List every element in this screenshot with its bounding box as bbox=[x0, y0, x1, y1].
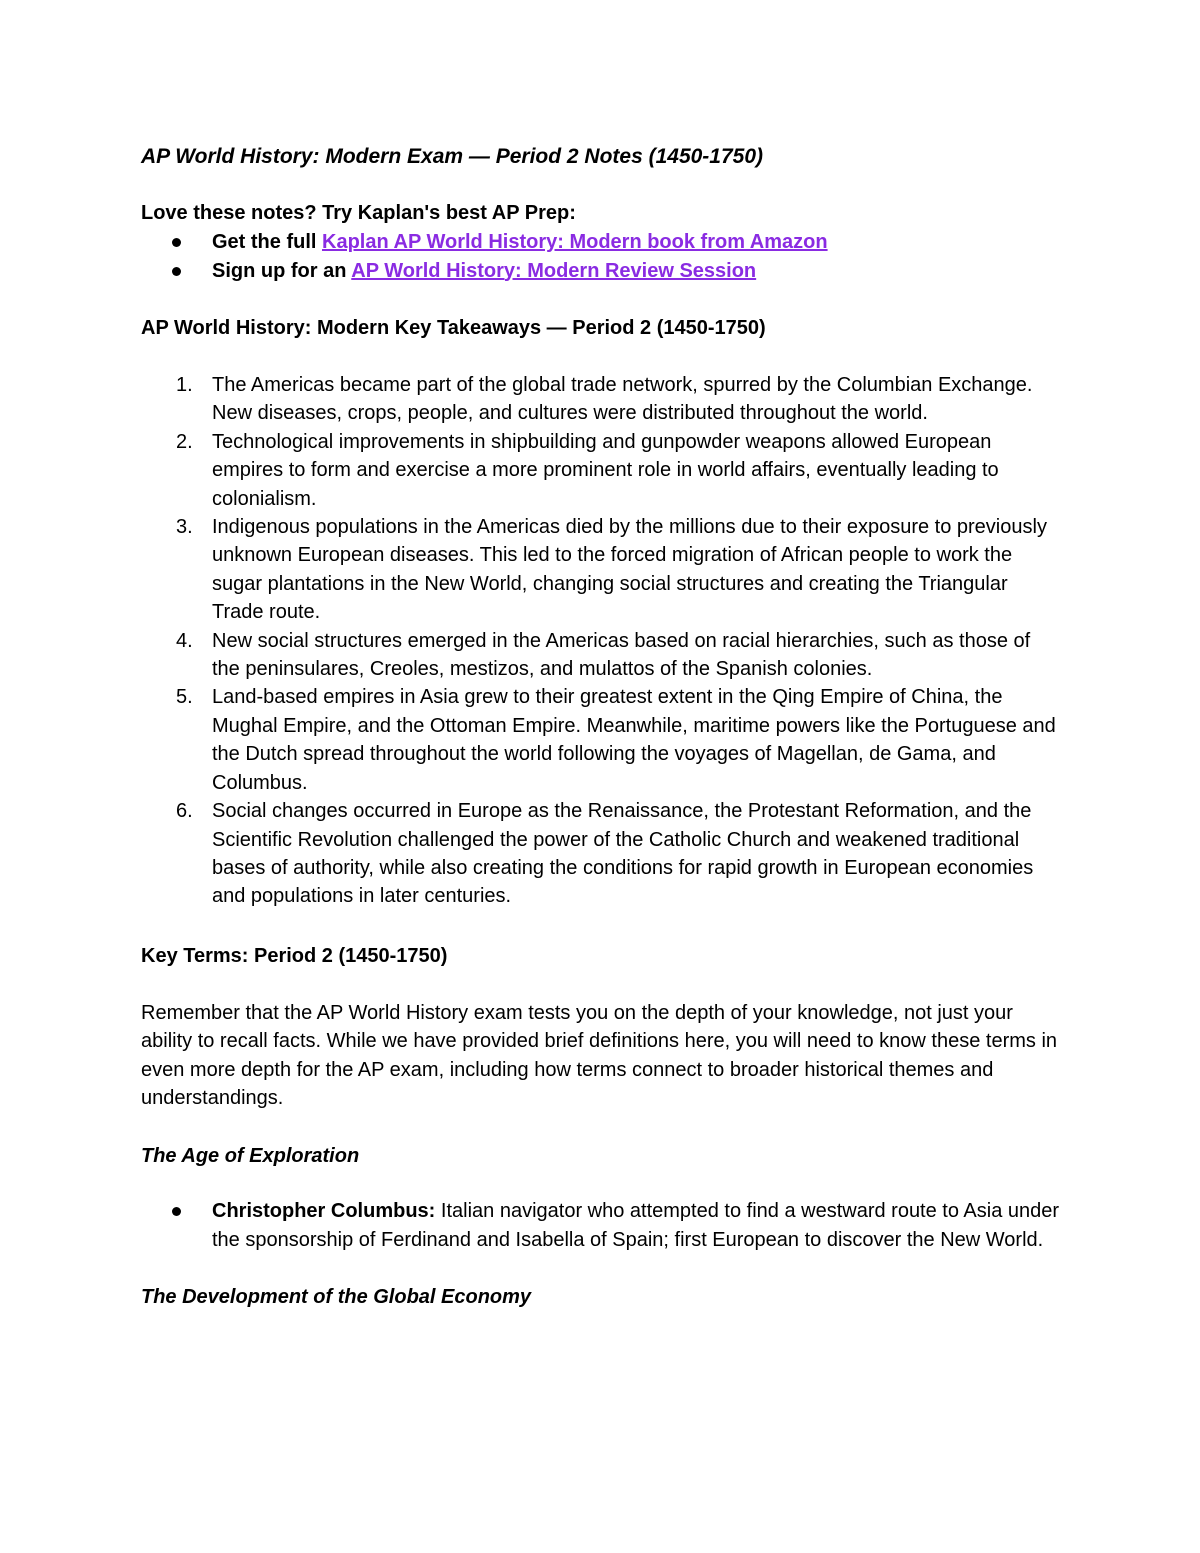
takeaway-number: 1. bbox=[176, 374, 193, 396]
term-definition: Italian navigator who attempted to find a westward route to Asia under the sponsorship of Ferdinand and Isabella of Spain; first European to discover the New World. bbox=[212, 1200, 1060, 1251]
takeaway-number: 2. bbox=[176, 430, 193, 453]
takeaway-text: Land-based empires in Asia grew to their greatest extent in the Qing Empire of China, the Mughal Empire, and the Ottoman Empire. Meanwhile, maritime powers like the Portuguese and the Dutch spread throughout the world following the voyages of Magellan, de Gama, and Columbus. bbox=[212, 686, 1056, 794]
key-terms-intro: Remember that the AP World History exam tests you on the depth of your knowledge, not just your ability to recall facts. While we have provided brief definitions here, you will need to know these terms in even more depth for the AP exam, including how terms connect to broader historical themes and understandings. bbox=[141, 1001, 1058, 1109]
promo-item bbox=[141, 228, 1061, 257]
section-heading-exploration: The Age of Exploration bbox=[141, 1145, 360, 1168]
promo-item-prefix: Sign up for an bbox=[212, 259, 352, 282]
takeaway-text: Indigenous populations in the Americas died by the millions due to their exposure to previously unknown European diseases. This led to the forced migration of African people to work the sugar plantations in the New World, changing social structures and creating the Triangular Trade route. bbox=[212, 516, 1047, 624]
takeaway-number: 6. bbox=[176, 800, 193, 823]
takeaways-heading: AP World History: Modern Key Takeaways — Period 2 (1450-1750) bbox=[141, 317, 766, 339]
bullet-icon bbox=[172, 238, 181, 247]
takeaway-text: Technological improvements in shipbuilding and gunpowder weapons allowed European empires to form and exercise a more prominent role in world affairs, eventually leading to colonialism. bbox=[212, 430, 999, 510]
takeaway-text: New social structures emerged in the Americas based on racial hierarchies, such as those of the peninsulares, Creoles, mestizos, and mulattos of the Spanish colonies. bbox=[212, 629, 1031, 681]
takeaway-item bbox=[141, 371, 1061, 428]
bullet-icon bbox=[172, 267, 181, 276]
term-item bbox=[141, 1197, 1061, 1254]
terms-list bbox=[141, 1197, 1061, 1254]
bullet-icon bbox=[172, 1207, 181, 1216]
takeaway-text: The Americas became part of the global trade network, spurred by the Columbian Exchange. New diseases, crops, people, and cultures were distributed throughout the world. bbox=[212, 374, 1033, 425]
takeaways-list bbox=[141, 371, 1061, 911]
review-session-link[interactable]: AP World History: Modern Review Session bbox=[351, 259, 757, 282]
takeaway-text: Social changes occurred in Europe as the Renaissance, the Protestant Reformation, and the Scientific Revolution challenged the power of the Catholic Church and weakened traditional bases of authority, while also creating the conditions for rapid growth in European economies and populations in later centuries. bbox=[212, 800, 1034, 908]
section-heading-global-economy: The Development of the Global Economy bbox=[141, 1286, 532, 1309]
kaplan-book-link[interactable]: Kaplan AP World History: Modern book from Amazon bbox=[322, 231, 828, 253]
promo-list bbox=[141, 228, 1061, 285]
term-name: Christopher Columbus: bbox=[212, 1200, 436, 1223]
takeaway-number: 5. bbox=[176, 686, 193, 709]
document-title: AP World History: Modern Exam — Period 2 Notes (1450-1750) bbox=[141, 145, 764, 168]
promo-heading: Love these notes? Try Kaplan's best AP Prep: bbox=[141, 202, 576, 224]
takeaway-item bbox=[141, 683, 1061, 797]
takeaway-number: 3. bbox=[176, 516, 193, 539]
takeaway-item bbox=[141, 627, 1061, 684]
takeaway-item bbox=[141, 513, 1061, 627]
takeaway-item bbox=[141, 428, 1061, 513]
key-terms-heading: Key Terms: Period 2 (1450-1750) bbox=[141, 944, 448, 967]
takeaway-item bbox=[141, 797, 1061, 911]
promo-item-prefix: Get the full bbox=[212, 231, 322, 253]
takeaway-number: 4. bbox=[176, 629, 193, 652]
document-page bbox=[141, 138, 1061, 1312]
promo-item bbox=[141, 257, 1061, 286]
